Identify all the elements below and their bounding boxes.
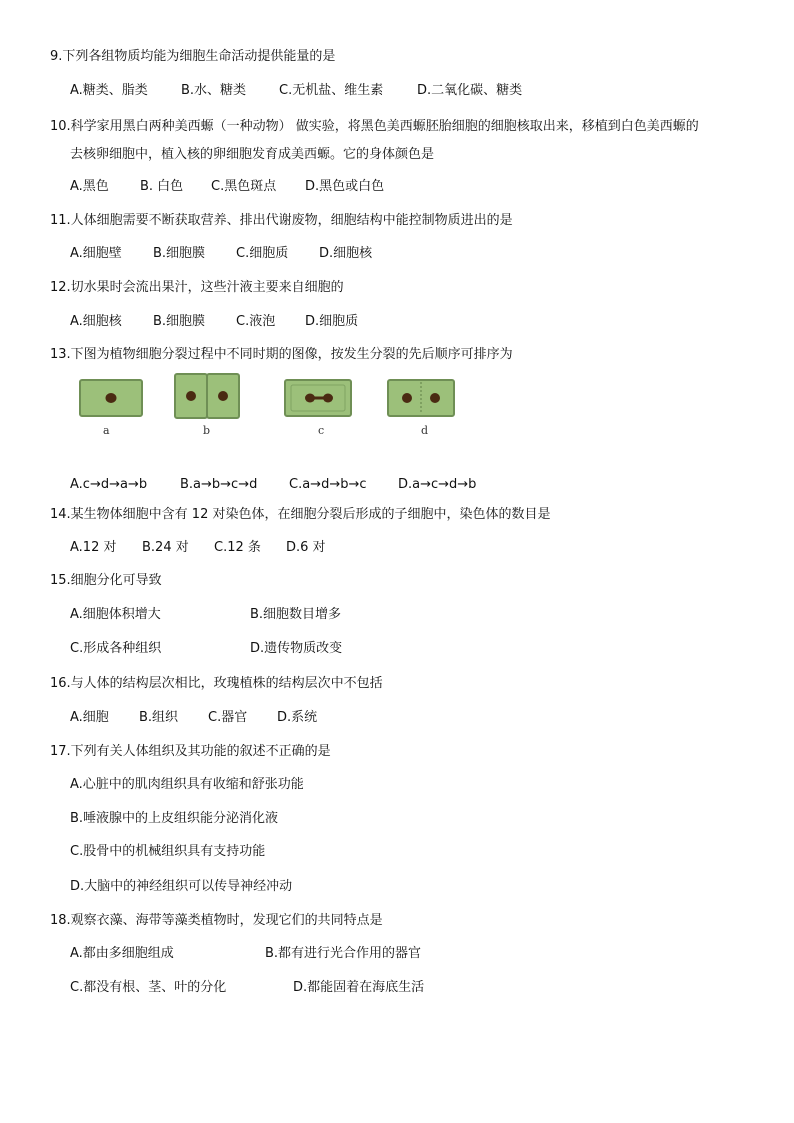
q17-option-c[interactable]: C.股骨中的机械组织具有支持功能	[70, 844, 266, 859]
question-14-stem: 14.某生物体细胞中含有 12 对染色体，在细胞分裂后形成的子细胞中，染色体的数目是	[50, 507, 551, 522]
q12-option-d[interactable]: D.细胞质	[305, 314, 359, 329]
question-16-stem: 16.与人体的结构层次相比，玫瑰植株的结构层次中不包括	[50, 676, 383, 691]
question-18-stem: 18.观察衣藻、海带等藻类植物时，发现它们的共同特点是	[50, 913, 383, 928]
question-10-stem: 10.科学家用黑白两种美西螈（一种动物） 做实验，将黑色美西螈胚胎细胞的细胞核取出来，移植到白色美西螈的	[50, 119, 699, 134]
q14-option-d[interactable]: D.6 对	[286, 540, 326, 555]
question-9-stem: 9.下列各组物质均能为细胞生命活动提供能量的是	[50, 49, 336, 64]
q9-option-b[interactable]: B.水、糖类	[181, 83, 247, 98]
q17-option-d[interactable]: D.大脑中的神经组织可以传导神经冲动	[70, 879, 293, 894]
q10-option-c[interactable]: C.黑色斑点	[211, 179, 277, 194]
cell-b	[175, 374, 239, 418]
q13-option-a[interactable]: A.c→d→a→b	[70, 477, 148, 492]
q11-option-b[interactable]: B.细胞膜	[153, 246, 206, 261]
q18-option-d[interactable]: D.都能固着在海底生活	[293, 980, 425, 995]
figure-label-d: d	[421, 424, 429, 437]
q11-option-d[interactable]: D.细胞核	[319, 246, 373, 261]
figure-label-a: a	[103, 424, 110, 437]
q16-option-c[interactable]: C.器官	[208, 710, 248, 725]
q15-option-d[interactable]: D.遗传物质改变	[250, 641, 343, 656]
q14-option-a[interactable]: A.12 对	[70, 540, 117, 555]
figure-label-c: c	[318, 424, 325, 437]
q14-option-b[interactable]: B.24 对	[142, 540, 189, 555]
cell-division-diagram	[70, 368, 470, 438]
q12-option-b[interactable]: B.细胞膜	[153, 314, 206, 329]
q14-option-c[interactable]: C.12 条	[214, 540, 261, 555]
cell-a-nucleus	[106, 393, 117, 403]
question-17-stem: 17.下列有关人体组织及其功能的叙述不正确的是	[50, 744, 331, 759]
cell-c	[285, 380, 351, 416]
q16-option-d[interactable]: D.系统	[277, 710, 318, 725]
q11-option-a[interactable]: A.细胞壁	[70, 246, 122, 261]
q13-option-c[interactable]: C.a→d→b→c	[289, 477, 367, 492]
question-10-stem-continued: 去核卵细胞中，植入核的卵细胞发育成美西螈。它的身体颜色是	[70, 147, 435, 162]
q16-option-a[interactable]: A.细胞	[70, 710, 109, 725]
q15-option-a[interactable]: A.细胞体积增大	[70, 607, 161, 622]
cell-division-figure	[70, 368, 470, 438]
question-15-stem: 15.细胞分化可导致	[50, 573, 162, 588]
q11-option-c[interactable]: C.细胞质	[236, 246, 289, 261]
q9-option-a[interactable]: A.糖类、脂类	[70, 83, 148, 98]
question-12-stem: 12.切水果时会流出果汁，这些汁液主要来自细胞的	[50, 280, 344, 295]
q9-option-d[interactable]: D.二氧化碳、糖类	[417, 83, 523, 98]
q10-option-a[interactable]: A.黑色	[70, 179, 109, 194]
q17-option-a[interactable]: A.心脏中的肌肉组织具有收缩和舒张功能	[70, 777, 304, 792]
q12-option-a[interactable]: A.细胞核	[70, 314, 122, 329]
q9-option-c[interactable]: C.无机盐、维生素	[279, 83, 384, 98]
q15-option-b[interactable]: B.细胞数目增多	[250, 607, 342, 622]
q12-option-c[interactable]: C.液泡	[236, 314, 276, 329]
q15-option-c[interactable]: C.形成各种组织	[70, 641, 162, 656]
q16-option-b[interactable]: B.组织	[139, 710, 179, 725]
cell-d	[388, 380, 454, 416]
q10-option-b[interactable]: B. 白色	[140, 179, 184, 194]
q18-option-b[interactable]: B.都有进行光合作用的器官	[265, 946, 422, 961]
q13-option-d[interactable]: D.a→c→d→b	[398, 477, 477, 492]
q10-option-d[interactable]: D.黑色或白色	[305, 179, 385, 194]
question-11-stem: 11.人体细胞需要不断获取营养、排出代谢废物，细胞结构中能控制物质进出的是	[50, 213, 513, 228]
q18-option-a[interactable]: A.都由多细胞组成	[70, 946, 174, 961]
q13-option-b[interactable]: B.a→b→c→d	[180, 477, 258, 492]
q18-option-c[interactable]: C.都没有根、茎、叶的分化	[70, 980, 227, 995]
cell-a	[80, 380, 142, 416]
question-13-stem: 13.下图为植物细胞分裂过程中不同时期的图像，按发生分裂的先后顺序可排序为	[50, 347, 513, 362]
figure-label-b: b	[203, 424, 211, 437]
q17-option-b[interactable]: B.唾液腺中的上皮组织能分泌消化液	[70, 811, 279, 826]
